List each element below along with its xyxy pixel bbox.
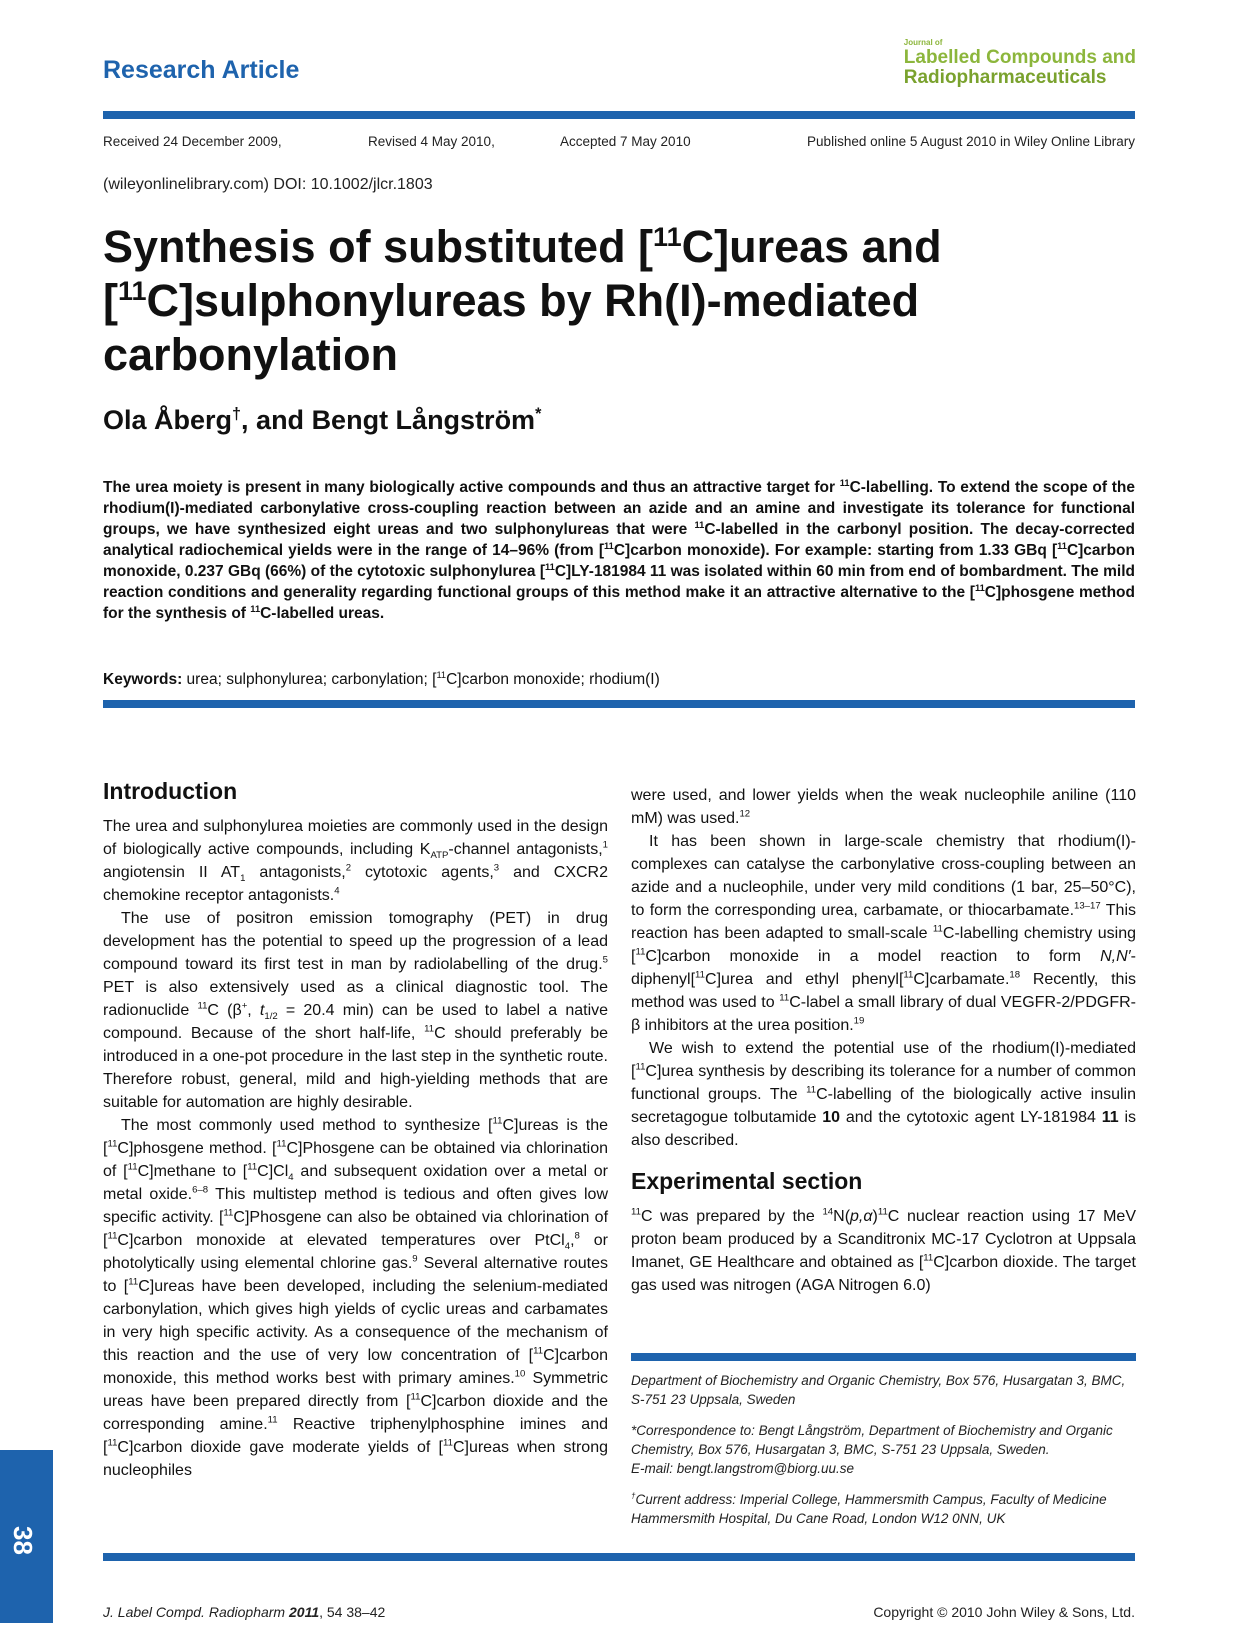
revised-date: Revised 4 May 2010, — [368, 134, 495, 149]
page-number-tab — [0, 1450, 53, 1623]
journal-logo-line1: Labelled Compounds and — [903, 47, 1136, 68]
intro-paragraph-6: We wish to extend the potential use of the rhodium(I)-mediated [$^{11}$C]urea synthesis by describing its tolerance for a number of common functional groups. The $^{11}$C-labelling of the biologically active insulin secretagogue tolbutamide 10 and the cytotoxic agent LY-181984 11 is also described. — [631, 1040, 1136, 1149]
article-title: Synthesis of substituted [$^{11}$C]ureas and [$^{11}$C]sulphonylureas by Rh(I)-mediated carbonylation — [103, 221, 942, 380]
accepted-date: Accepted 7 May 2010 — [560, 134, 691, 149]
footer-citation: J. Label Compd. Radiopharm 2011, 54 38–42 — [103, 1604, 386, 1620]
right-column — [631, 784, 1136, 1297]
abstract-rule — [103, 700, 1135, 708]
journal-logo-small: Journal of — [903, 38, 943, 47]
experimental-heading: Experimental section — [631, 1168, 863, 1194]
affiliation-rule — [631, 1353, 1136, 1361]
intro-paragraph-1: The urea and sulphonylurea moieties are commonly used in the design of biologically active compounds, including $K_{ATP}$-channel antagonists,$^1$ angiotensin II $AT_1$ antagonists,$^2$ cytotoxic agents,$^3$ and CXCR2 chemokine receptor antagonists.$^4$ — [103, 818, 609, 904]
footer-copyright: Copyright © 2010 John Wiley & Sons, Ltd. — [873, 1604, 1135, 1620]
published-date: Published online 5 August 2010 in Wiley Online Library — [807, 134, 1135, 149]
intro-paragraph-5: It has been shown in large-scale chemistry that rhodium(I)-complexes can catalyse the carbonylative cross-coupling between an azide and a nucleophile, under very mild conditions (1 bar, 25–50°C), to form the corresponding urea, carbamate, or thiocarbamate.$^{13-17}$ This reaction has been adapted to small-scale $^{11}$C-labelling chemistry using [$^{11}$C]carbon monoxide in a model reaction to form N,N′-diphenyl[$^{11}$C]urea and ethyl phenyl[$^{11}$C]carbamate.$^{18}$ Recently, this method was used to $^{11}$C-label a small library of dual VEGFR-2/PDGFR-β inhibitors at the urea position.$^{19}$ — [631, 833, 1136, 1034]
footer-rule — [103, 1553, 1135, 1561]
intro-paragraph-4: were used, and lower yields when the weak nucleophile aniline (110 mM) was used.$^{12}$ — [631, 787, 1136, 827]
intro-paragraph-3: The most commonly used method to synthesize [$^{11}$C]ureas is the [$^{11}$C]phosgene method. [$^{11}$C]Phosgene can be obtained via chlorination of [$^{11}$C]methane to $[^{11}C]Cl_4$ and subsequent oxidation over a metal or metal oxide.$^{6-8}$ This multistep method is tedious and often gives low specific activity. [$^{11}$C]Phosgene can also be obtained via chlorination of [$^{11}$C]carbon monoxide at elevated temperatures over PtCl$_4$,$^8$ or photolytically using elemental chlorine gas.$^9$ Several alternative routes to [$^{11}$C]ureas have been developed, including the selenium-mediated carbonylation, which gives high yields of cyclic ureas and carbamates in very high specific activity. As a consequence of the mechanism of this reaction and the use of very low concentration of [$^{11}$C]carbon monoxide, this method works best with primary amines.$^{10}$ Symmetric ureas have been prepared directly from [$^{11}$C]carbon dioxide and the corresponding amine.$^{11}$ Reactive triphenylphosphine imines and [$^{11}$C]carbon dioxide gave moderate yields of [$^{11}$C]ureas when strong nucleophiles — [103, 1115, 609, 1479]
intro-heading: Introduction — [103, 778, 238, 804]
keywords: Keywords: urea; sulphonylurea; carbonylation; [$^{11}$C]carbon monoxide; rhodium(I) — [103, 669, 660, 688]
abstract: The urea moiety is present in many biologically active compounds and thus an attractive target for $^{11}$C-labelling. To extend the scope of the rhodium(I)-mediated carbonylative cross-coupling reaction between an azide and an amine and investigate its tolerance for functional groups, we have synthesized eight ureas and two sulphonylureas that were $^{11}$C-labelled in the carbonyl position. The decay-corrected analytical radiochemical yields were in the range of 14–96% (from [$^{11}$C]carbon monoxide). For example: starting from 1.33 GBq [$^{11}$C]carbon monoxide, 0.237 GBq (66%) of the cytotoxic sulphonylurea [$^{11}$C]LY-181984 11 was isolated within 60 min from end of bombardment. The mild reaction conditions and generality regarding functional groups of this method make it an attractive alternative to the [$^{11}$C]phosgene method for the synthesis of $^{11}$C-labelled ureas. — [103, 477, 1136, 622]
doi-link[interactable]: (wileyonlinelibrary.com) DOI: 10.1002/jlcr.1803 — [103, 176, 433, 193]
journal-logo-line2: Radiopharmaceuticals — [903, 67, 1107, 88]
author-aberg[interactable]: Ola Åberg — [103, 405, 233, 435]
page-number: 38 — [7, 1526, 38, 1555]
affiliations — [631, 1371, 1136, 1540]
left-column — [103, 780, 608, 1482]
top-rule — [103, 111, 1135, 119]
department: Department of Biochemistry and Organic Chemistry, Box 576, Husargatan 3, BMC, S-751 23 Uppsala, Sweden — [631, 1373, 1126, 1407]
author-langstrom[interactable]: Bengt Långström — [311, 405, 536, 435]
section-label: Research Article — [103, 56, 300, 84]
journal-logo — [904, 38, 1136, 88]
email-link[interactable]: E-mail: bengt.langstrom@biorg.uu.se — [631, 1461, 855, 1476]
intro-paragraph-2: The use of positron emission tomography (PET) in drug development has the potential to speed up the progression of a lead compound toward its first test in man by radiolabelling of the drug.$^5$ PET is also extensively used as a clinical diagnostic tool. The radionuclide $^{11}$C (β+, $t_{1/2} = 20.4$ min) can be used to label a native compound. Because of the short half-life, $^{11}$C should preferably be introduced in a one-pot procedure in the last step in the synthetic route. Therefore robust, general, mild and high-yielding methods that are suitable for automation are highly desirable. — [103, 910, 609, 1111]
correspondence: *Correspondence to: Bengt Långström, Department of Biochemistry and Organic Chemistry, Box 576, Husargatan 3, BMC, S-751 23 Uppsala, Sweden. E-mail: bengt.langstrom@biorg.uu.se — [631, 1423, 1113, 1476]
experimental-paragraph-1: $^{11}$C was prepared by the $^{14}N(p,\alpha)^{11}C$ nuclear reaction using 17 MeV proton beam produced by a Scanditronix MC-17 Cyclotron at Uppsala Imanet, GE Healthcare and obtained as [$^{11}$C]carbon dioxide. The target gas used was nitrogen (AGA Nitrogen 6.0) — [631, 1206, 1137, 1294]
received-date: Received 24 December 2009, — [103, 134, 282, 149]
current-address: †Current address: Imperial College, Hammersmith Campus, Faculty of Medicine Hammersmith Hospital, Du Cane Road, London W12 0NN, UK — [631, 1491, 1107, 1526]
author-list: Ola Åberg†, and Bengt Långström* — [103, 405, 542, 435]
